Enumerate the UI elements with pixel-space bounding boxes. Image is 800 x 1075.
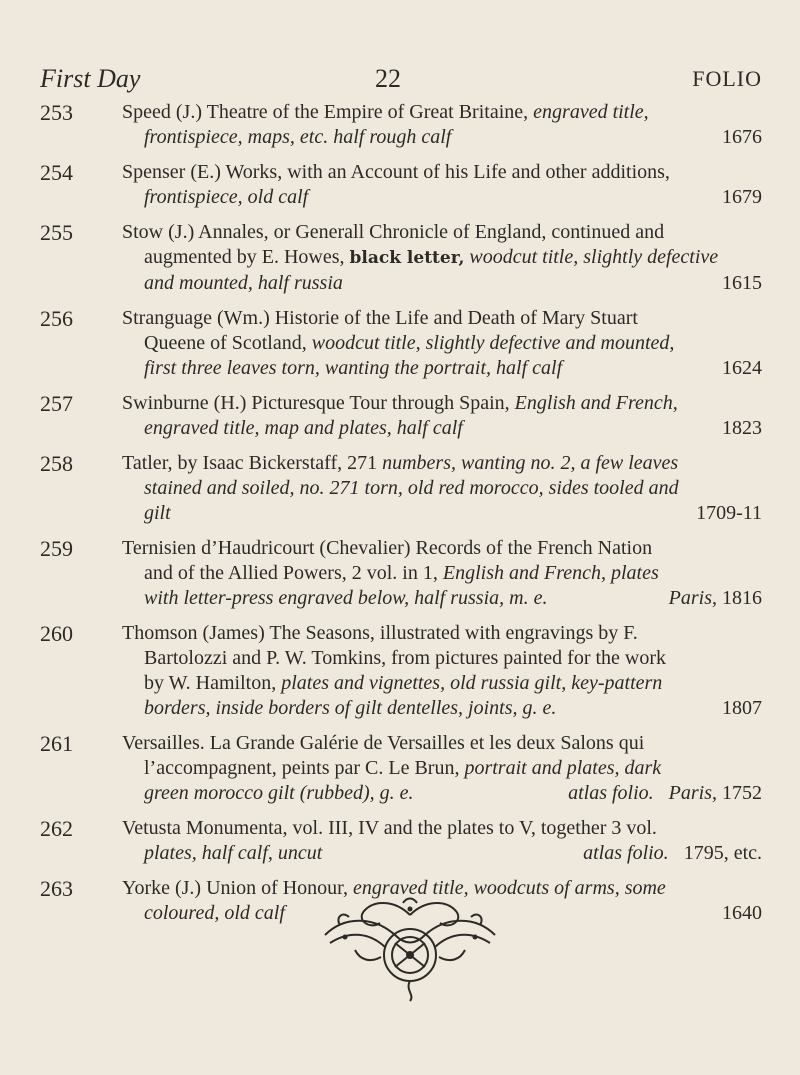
page-number: 22 bbox=[375, 64, 401, 93]
lot-text: Vetusta Monumenta, vol. III, IV and the plates to V, together 3 vol. bbox=[122, 817, 657, 839]
lot-text: Spenser (E.) Works, with an Account of his Life and other additions, bbox=[122, 161, 670, 183]
lot-text: Bartolozzi and P. W. Tomkins, from pictures painted for the work bbox=[144, 647, 667, 669]
lot-entry bbox=[40, 731, 762, 806]
lot-description: numbers, wanting no. 2, a few leaves bbox=[382, 452, 679, 474]
lot-text: Queene of Scotland, bbox=[144, 332, 307, 354]
lot-date: 1816 bbox=[722, 587, 762, 609]
lot-text: Speed (J.) Theatre of the Empire of Great Britaine, bbox=[122, 101, 529, 123]
lot-date: 1640 bbox=[722, 902, 762, 924]
lot-description: with letter-press engraved below, half russia, m. e. bbox=[144, 587, 548, 609]
lot-date: 1823 bbox=[722, 417, 762, 439]
lot-text: Versailles. La Grande Galérie de Versailles et les deux Salons qui bbox=[122, 732, 645, 754]
lot-entry bbox=[40, 391, 762, 441]
lot-date: 1679 bbox=[722, 186, 762, 208]
lot-text: and of the Allied Powers, 2 vol. in 1, bbox=[144, 562, 438, 584]
lot-text: Yorke (J.) Union of Honour, bbox=[122, 877, 349, 899]
lot-number: 257 bbox=[40, 391, 73, 416]
lot-text: augmented by E. Howes, bbox=[144, 246, 345, 268]
lot-text: Stow (J.) Annales, or Generall Chronicle of England, continued and bbox=[122, 221, 665, 243]
lot-number: 262 bbox=[40, 816, 73, 841]
lot-entry bbox=[40, 536, 762, 611]
lot-number: 253 bbox=[40, 100, 73, 125]
lot-number: 254 bbox=[40, 160, 73, 185]
lot-text: Ternisien d’Haudricourt (Chevalier) Records of the French Nation bbox=[122, 537, 653, 559]
lot-description: frontispiece, maps, etc. half rough calf bbox=[144, 126, 452, 148]
lot-description: plates, half calf, uncut bbox=[144, 842, 323, 864]
lot-description: engraved title, map and plates, half calf bbox=[144, 417, 463, 439]
lot-description: and mounted, half russia bbox=[144, 272, 343, 294]
lot-date: 1676 bbox=[722, 126, 762, 148]
lot-description: woodcut title, slightly defective and mounted, bbox=[311, 332, 675, 354]
lot-format: atlas folio. bbox=[568, 782, 654, 804]
lot-text: Thomson (James) The Seasons, illustrated with engravings by F. bbox=[122, 622, 638, 644]
black-letter-text: black letter, bbox=[349, 248, 465, 268]
lot-date: 1709-11 bbox=[696, 502, 762, 524]
lot-entry bbox=[40, 220, 762, 296]
lot-number: 260 bbox=[40, 621, 73, 646]
lot-date: 1795, etc. bbox=[683, 842, 762, 864]
lot-description: green morocco gilt (rubbed), g. e. bbox=[144, 782, 414, 804]
lot-text: Tatler, by Isaac Bickerstaff, 271 bbox=[122, 452, 378, 474]
lot-text: l’accompagnent, peints par C. Le Brun, bbox=[144, 757, 460, 779]
lot-description: engraved title, bbox=[533, 101, 649, 123]
lot-text: Swinburne (H.) Picturesque Tour through Spain, bbox=[122, 392, 510, 414]
printers-ornament-icon bbox=[315, 895, 505, 1005]
lot-number: 259 bbox=[40, 536, 73, 561]
lot-place: Paris, bbox=[668, 587, 717, 609]
lot-description: engraved title, woodcuts of arms, some bbox=[353, 877, 666, 899]
lot-description: woodcut title, slightly defective bbox=[469, 246, 719, 268]
lot-list bbox=[40, 100, 762, 936]
lot-description: plates and vignettes, old russia gilt, key-pattern bbox=[281, 672, 663, 694]
lot-entry bbox=[40, 100, 762, 150]
lot-number: 258 bbox=[40, 451, 73, 476]
lot-text: Stranguage (Wm.) Historie of the Life and Death of Mary Stuart bbox=[122, 307, 638, 329]
lot-description: English and French, bbox=[514, 392, 678, 414]
lot-date: 1752 bbox=[722, 782, 762, 804]
lot-description: gilt bbox=[144, 502, 171, 524]
lot-description: portrait and plates, dark bbox=[464, 757, 662, 779]
lot-text: by W. Hamilton, bbox=[144, 672, 277, 694]
day-heading: First Day bbox=[40, 64, 141, 93]
lot-number: 261 bbox=[40, 731, 73, 756]
lot-place: Paris, bbox=[668, 782, 717, 804]
lot-description: coloured, old calf bbox=[144, 902, 285, 924]
lot-number: 263 bbox=[40, 876, 73, 901]
lot-number: 255 bbox=[40, 220, 73, 245]
lot-entry bbox=[40, 160, 762, 210]
lot-entry bbox=[40, 621, 762, 721]
lot-description: English and French, plates bbox=[442, 562, 659, 584]
lot-format: atlas folio. bbox=[583, 842, 669, 864]
lot-description: first three leaves torn, wanting the portrait, half calf bbox=[144, 357, 563, 379]
lot-entry bbox=[40, 816, 762, 866]
lot-description: borders, inside borders of gilt dentelles, joints, g. e. bbox=[144, 697, 557, 719]
lot-date: 1624 bbox=[722, 357, 762, 379]
lot-number: 256 bbox=[40, 306, 73, 331]
lot-date: 1615 bbox=[722, 272, 762, 294]
lot-entry bbox=[40, 451, 762, 526]
lot-entry bbox=[40, 306, 762, 381]
lot-description: stained and soiled, no. 271 torn, old red morocco, sides tooled and bbox=[144, 477, 679, 499]
lot-date: 1807 bbox=[722, 697, 762, 719]
lot-description: frontispiece, old calf bbox=[144, 186, 309, 208]
format-heading: FOLIO bbox=[692, 66, 762, 91]
page-header bbox=[40, 64, 762, 94]
